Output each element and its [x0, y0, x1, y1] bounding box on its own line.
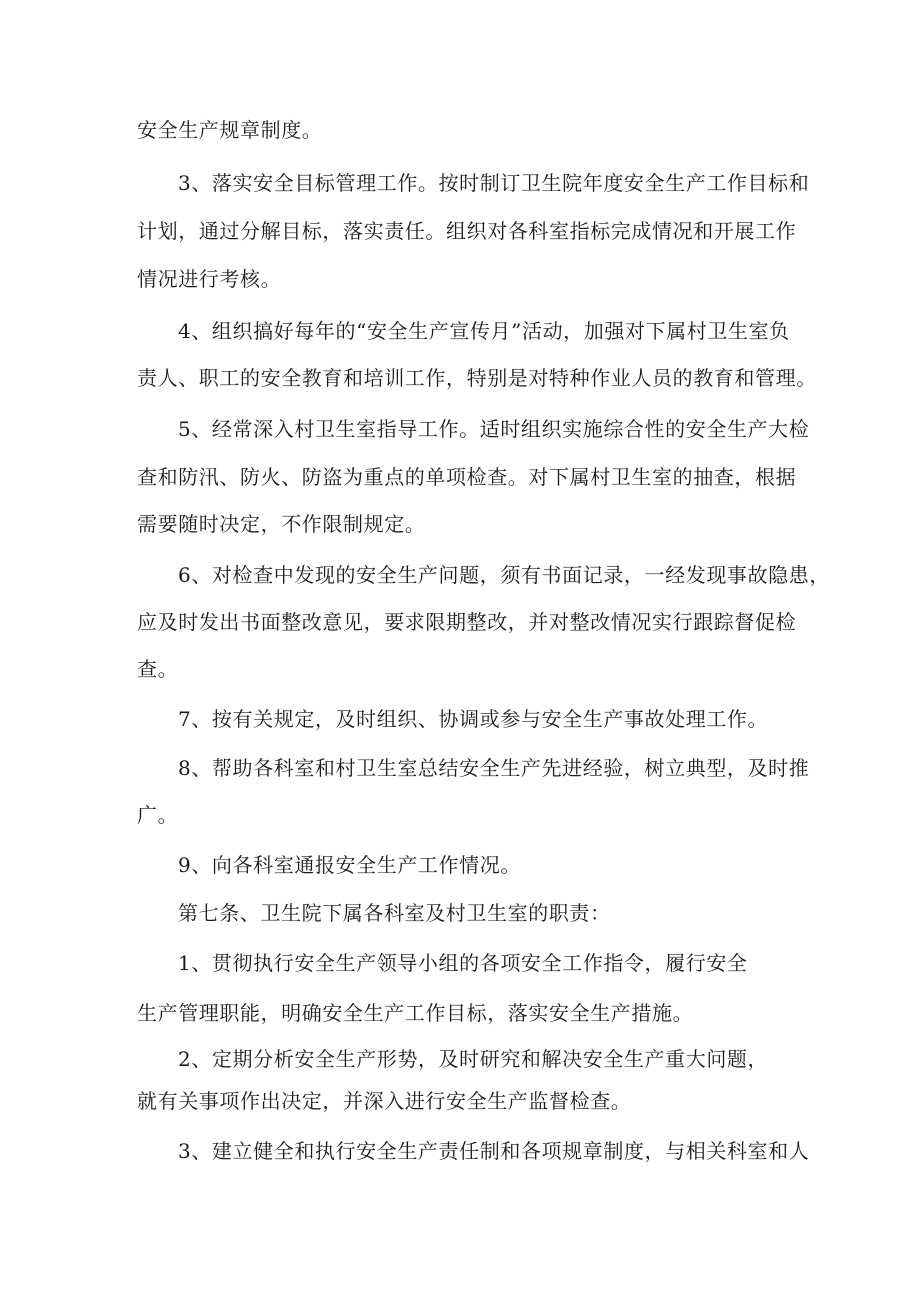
text-line: 情况进行考核。 [137, 267, 282, 291]
text-line: 8、帮助各科室和村卫生室总结安全生产先进经验，树立典型，及时推 [178, 756, 810, 780]
text-line: 查和防汛、防火、防盗为重点的单项检查。对下属村卫生室的抽查，根据 [137, 465, 797, 489]
text-line: 3、建立健全和执行安全生产责任制和各项规章制度，与相关科室和人 [178, 1139, 810, 1163]
text-line: 4、组织搞好每年的“安全生产宣传月”活动，加强对下属村卫生室负 [178, 319, 790, 343]
text-line: 3、落实安全目标管理工作。按时制订卫生院年度安全生产工作目标和 [178, 171, 810, 195]
text-line: 就有关事项作出决定，并深入进行安全生产监督检查。 [137, 1089, 632, 1113]
text-line: 广。 [137, 803, 179, 827]
text-line: 6、对检查中发现的安全生产问题，须有书面记录，一经发现事故隐患， [178, 563, 830, 587]
text-line: 9、向各科室通报安全生产工作情况。 [178, 853, 521, 877]
text-line: 计划，通过分解目标，落实责任。组织对各科室指标完成情况和开展工作 [137, 219, 797, 243]
text-line: 应及时发出书面整改意见，要求限期整改，并对整改情况实行跟踪督促检 [137, 610, 797, 634]
text-line: 生产管理职能，明确安全生产工作目标，落实安全生产措施。 [137, 1001, 694, 1025]
section-heading: 第七条、卫生院下属各科室及村卫生室的职责： [178, 901, 611, 925]
text-line: 查。 [137, 657, 179, 681]
text-line: 2、定期分析安全生产形势，及时研究和解决安全生产重大问题， [178, 1047, 769, 1071]
text-line: 责人、职工的安全教育和培训工作，特别是对特种作业人员的教育和管理。 [137, 366, 817, 390]
text-line: 5、经常深入村卫生室指导工作。适时组织实施综合性的安全生产大检 [178, 417, 810, 441]
text-line: 需要随时决定，不作限制规定。 [137, 512, 426, 536]
text-line: 1、贯彻执行安全生产领导小组的各项安全工作指令，履行安全 [178, 951, 748, 975]
text-line: 7、按有关规定，及时组织、协调或参与安全生产事故处理工作。 [178, 707, 769, 731]
text-line: 安全生产规章制度。 [137, 118, 323, 142]
